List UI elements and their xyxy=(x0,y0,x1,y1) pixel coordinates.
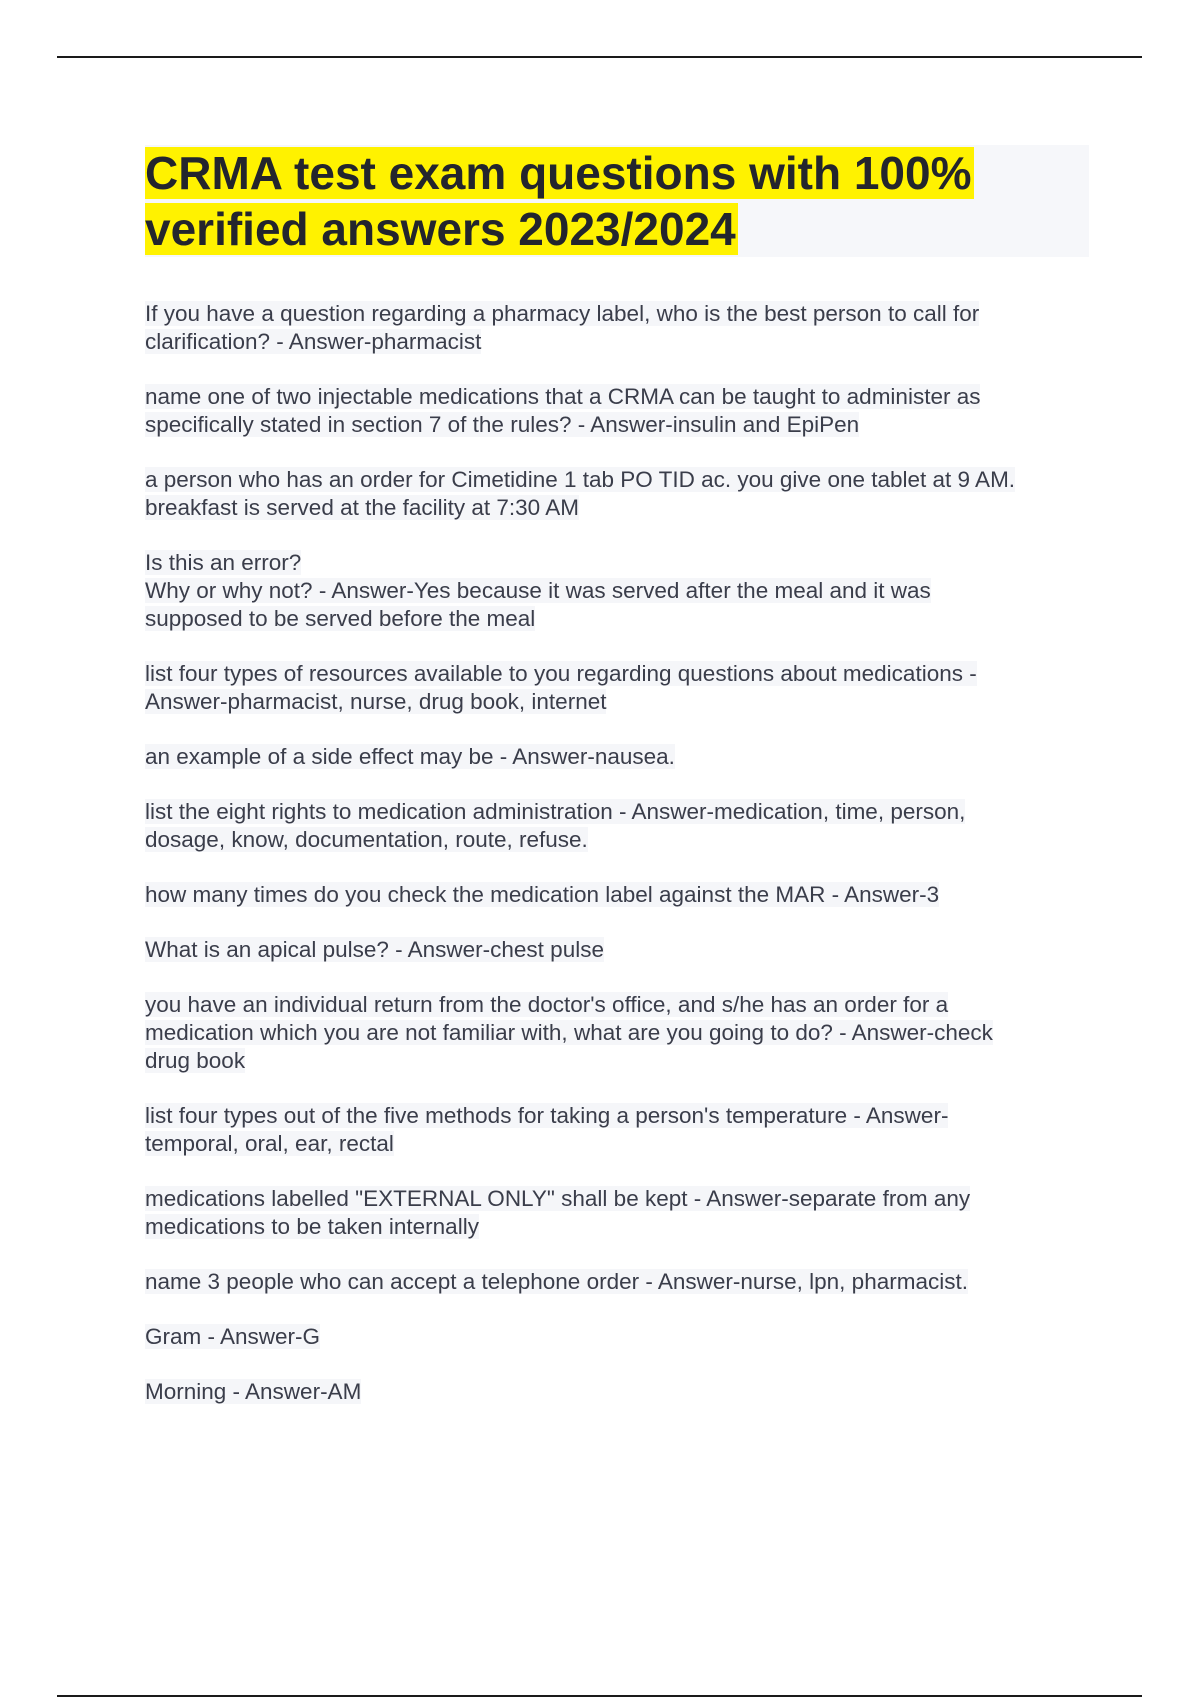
qa-line xyxy=(145,1378,1095,1406)
qa-line-text: Is this an error? xyxy=(145,550,302,575)
qa-line xyxy=(145,1268,1095,1296)
qa-item xyxy=(145,1323,1095,1351)
qa-line xyxy=(145,1102,1095,1130)
qa-line-text: drug book xyxy=(145,1048,246,1073)
qa-item xyxy=(145,660,1095,716)
qa-line xyxy=(145,881,1095,909)
qa-line-text: temporal, oral, ear, rectal xyxy=(145,1131,394,1156)
qa-line xyxy=(145,1185,1095,1213)
qa-line-text: name one of two injectable medications that a CRMA can be taught to administer as xyxy=(145,384,981,409)
title-block xyxy=(145,145,1089,257)
qa-line-text: Gram - Answer-G xyxy=(145,1324,321,1349)
qa-line-text: a person who has an order for Cimetidine 1 tab PO TID ac. you give one tablet at 9 AM. xyxy=(145,467,1016,492)
qa-line xyxy=(145,1047,1095,1075)
qa-line-text: medications labelled "EXTERNAL ONLY" shall be kept - Answer-separate from any xyxy=(145,1186,971,1211)
qa-line xyxy=(145,494,1095,522)
qa-line xyxy=(145,743,1095,771)
page-title xyxy=(145,145,1089,257)
qa-line-text: dosage, know, documentation, route, refuse. xyxy=(145,827,588,852)
qa-line-text: list four types out of the five methods for taking a person's temperature - Answer- xyxy=(145,1103,949,1128)
qa-list xyxy=(145,300,1095,1433)
qa-line-text: What is an apical pulse? - Answer-chest pulse xyxy=(145,937,604,962)
qa-item xyxy=(145,991,1095,1075)
qa-line-text: you have an individual return from the doctor's office, and s/he has an order for a xyxy=(145,992,949,1017)
qa-line-text: clarification? - Answer-pharmacist xyxy=(145,329,482,354)
qa-item xyxy=(145,798,1095,854)
qa-line xyxy=(145,798,1095,826)
qa-line xyxy=(145,936,1095,964)
qa-item xyxy=(145,1185,1095,1241)
qa-line xyxy=(145,605,1095,633)
qa-line xyxy=(145,1323,1095,1351)
qa-item xyxy=(145,1378,1095,1406)
title-line-1: CRMA test exam questions with 100% xyxy=(145,147,972,199)
qa-line xyxy=(145,660,1095,688)
qa-line xyxy=(145,549,1095,577)
bottom-rule xyxy=(57,1695,1142,1697)
qa-line xyxy=(145,688,1095,716)
qa-line xyxy=(145,466,1095,494)
qa-line-text: Morning - Answer-AM xyxy=(145,1379,362,1404)
qa-line xyxy=(145,411,1095,439)
qa-line xyxy=(145,1213,1095,1241)
qa-line xyxy=(145,300,1095,328)
qa-line-text: Answer-pharmacist, nurse, drug book, internet xyxy=(145,689,607,714)
qa-line-text: medication which you are not familiar with, what are you going to do? - Answer-check xyxy=(145,1020,993,1045)
qa-line-text: list the eight rights to medication administration - Answer-medication, time, person, xyxy=(145,799,966,824)
qa-item xyxy=(145,743,1095,771)
qa-line-text: If you have a question regarding a pharmacy label, who is the best person to call for xyxy=(145,301,980,326)
qa-line-text: specifically stated in section 7 of the rules? - Answer-insulin and EpiPen xyxy=(145,412,860,437)
qa-item xyxy=(145,936,1095,964)
qa-line xyxy=(145,328,1095,356)
qa-line xyxy=(145,1019,1095,1047)
qa-item xyxy=(145,1268,1095,1296)
qa-line-text: supposed to be served before the meal xyxy=(145,606,536,631)
qa-item xyxy=(145,1102,1095,1158)
top-rule xyxy=(57,56,1142,58)
qa-item xyxy=(145,881,1095,909)
qa-line xyxy=(145,577,1095,605)
qa-line-text: an example of a side effect may be - Answer-nausea. xyxy=(145,744,675,769)
qa-item xyxy=(145,466,1095,522)
qa-line-text: name 3 people who can accept a telephone order - Answer-nurse, lpn, pharmacist. xyxy=(145,1269,968,1294)
qa-item xyxy=(145,549,1095,633)
qa-line xyxy=(145,991,1095,1019)
qa-line xyxy=(145,1130,1095,1158)
qa-line-text: how many times do you check the medication label against the MAR - Answer-3 xyxy=(145,882,940,907)
qa-item xyxy=(145,300,1095,356)
qa-line-text: breakfast is served at the facility at 7:30 AM xyxy=(145,495,579,520)
qa-line xyxy=(145,383,1095,411)
qa-line-text: medications to be taken internally xyxy=(145,1214,479,1239)
qa-line xyxy=(145,826,1095,854)
title-line-2: verified answers 2023/2024 xyxy=(145,203,736,255)
qa-line-text: Why or why not? - Answer-Yes because it was served after the meal and it was xyxy=(145,578,931,603)
qa-item xyxy=(145,383,1095,439)
qa-line-text: list four types of resources available to you regarding questions about medications - xyxy=(145,661,977,686)
